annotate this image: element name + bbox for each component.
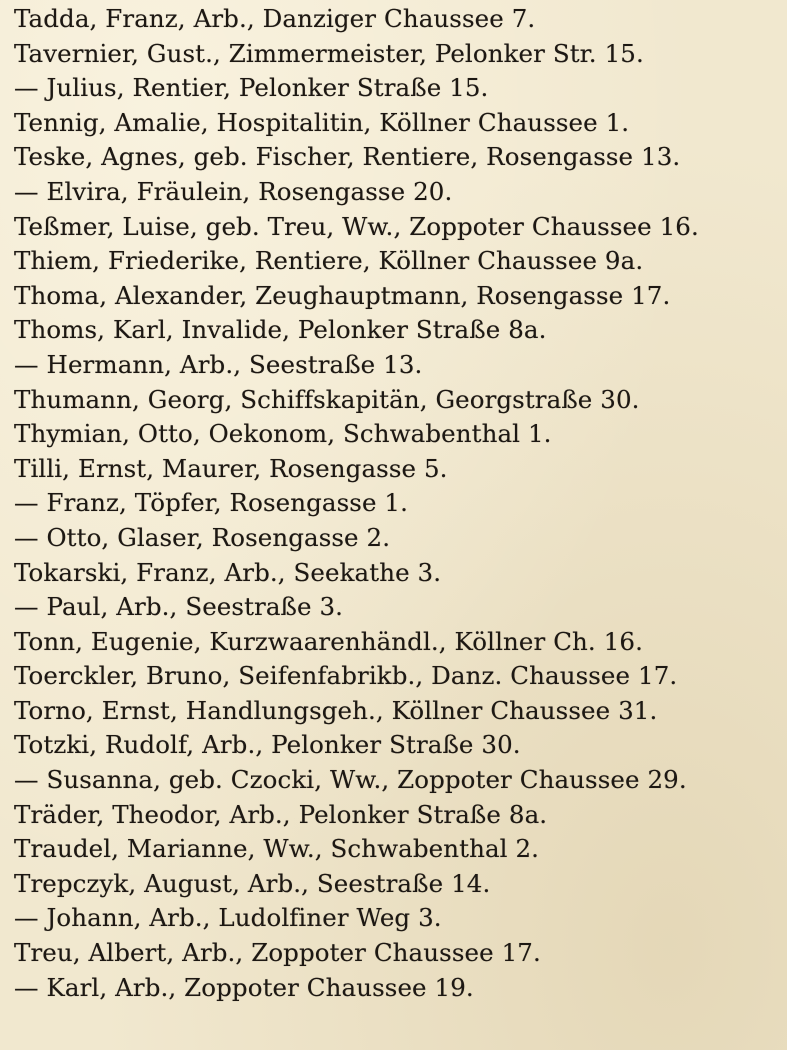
directory-entry-totzki-rudolf: Totzki, Rudolf, Arb., Pelonker Straße 30. — [14, 730, 521, 760]
directory-entry-tavernier-gust: Tavernier, Gust., Zimmermeister, Pelonker Str. 15. — [14, 38, 644, 68]
directory-entry-teske-elvira: — Elvira, Fräulein, Rosengasse 20. — [14, 176, 453, 206]
directory-entry-thymian: Thymian, Otto, Oekonom, Schwabenthal 1. — [14, 419, 552, 449]
directory-entry-tavernier-julius: — Julius, Rentier, Pelonker Straße 15. — [14, 73, 489, 103]
directory-entry-thoma: Thoma, Alexander, Zeughauptmann, Rosengasse 17. — [14, 280, 671, 310]
directory-entry-totzki-susanna: — Susanna, geb. Czocki, Ww., Zoppoter Chaussee 29. — [14, 765, 687, 795]
directory-entry-tennig: Tennig, Amalie, Hospitalitin, Köllner Chaussee 1. — [14, 107, 630, 137]
directory-entry-tokarski-paul: — Paul, Arb., Seestraße 3. — [14, 592, 344, 622]
directory-entry-tonn: Tonn, Eugenie, Kurzwaarenhändl., Köllner Ch. 16. — [14, 626, 643, 656]
directory-entry-teske-agnes: Teske, Agnes, geb. Fischer, Rentiere, Rosengasse 13. — [14, 142, 681, 172]
address-directory-list — [14, 2, 779, 1005]
directory-entry-thoms-hermann: — Hermann, Arb., Seestraße 13. — [14, 349, 423, 379]
directory-entry-thoms-karl: Thoms, Karl, Invalide, Pelonker Straße 8a. — [14, 315, 547, 345]
directory-entry-torno: Torno, Ernst, Handlungsgeh., Köllner Chaussee 31. — [14, 695, 658, 725]
directory-entry-tilli-ernst: Tilli, Ernst, Maurer, Rosengasse 5. — [14, 453, 448, 483]
directory-entry-traeder: Träder, Theodor, Arb., Pelonker Straße 8a. — [14, 799, 548, 829]
directory-entry-treu-albert: Treu, Albert, Arb., Zoppoter Chaussee 17. — [14, 938, 541, 968]
directory-entry-tilli-otto: — Otto, Glaser, Rosengasse 2. — [14, 522, 391, 552]
directory-entry-tadda: Tadda, Franz, Arb., Danziger Chaussee 7. — [14, 4, 536, 33]
directory-entry-toerckler: Toerckler, Bruno, Seifenfabrikb., Danz. Chaussee 17. — [14, 661, 678, 691]
directory-entry-tokarski-franz: Tokarski, Franz, Arb., Seekathe 3. — [14, 557, 442, 587]
directory-entry-thumann: Thumann, Georg, Schiffskapitän, Georgstraße 30. — [14, 384, 640, 414]
directory-entry-trepczyk-august: Trepczyk, August, Arb., Seestraße 14. — [14, 868, 491, 898]
directory-entry-tessmer: Teßmer, Luise, geb. Treu, Ww., Zoppoter Chaussee 16. — [14, 211, 699, 241]
directory-entry-treu-karl: — Karl, Arb., Zoppoter Chaussee 19. — [14, 972, 474, 1002]
directory-entry-thiem: Thiem, Friederike, Rentiere, Köllner Chaussee 9a. — [14, 246, 644, 276]
directory-entry-tilli-franz: — Franz, Töpfer, Rosengasse 1. — [14, 488, 409, 518]
directory-entry-traudel: Traudel, Marianne, Ww., Schwabenthal 2. — [14, 834, 540, 864]
directory-entry-trepczyk-johann: — Johann, Arb., Ludolfiner Weg 3. — [14, 903, 442, 933]
